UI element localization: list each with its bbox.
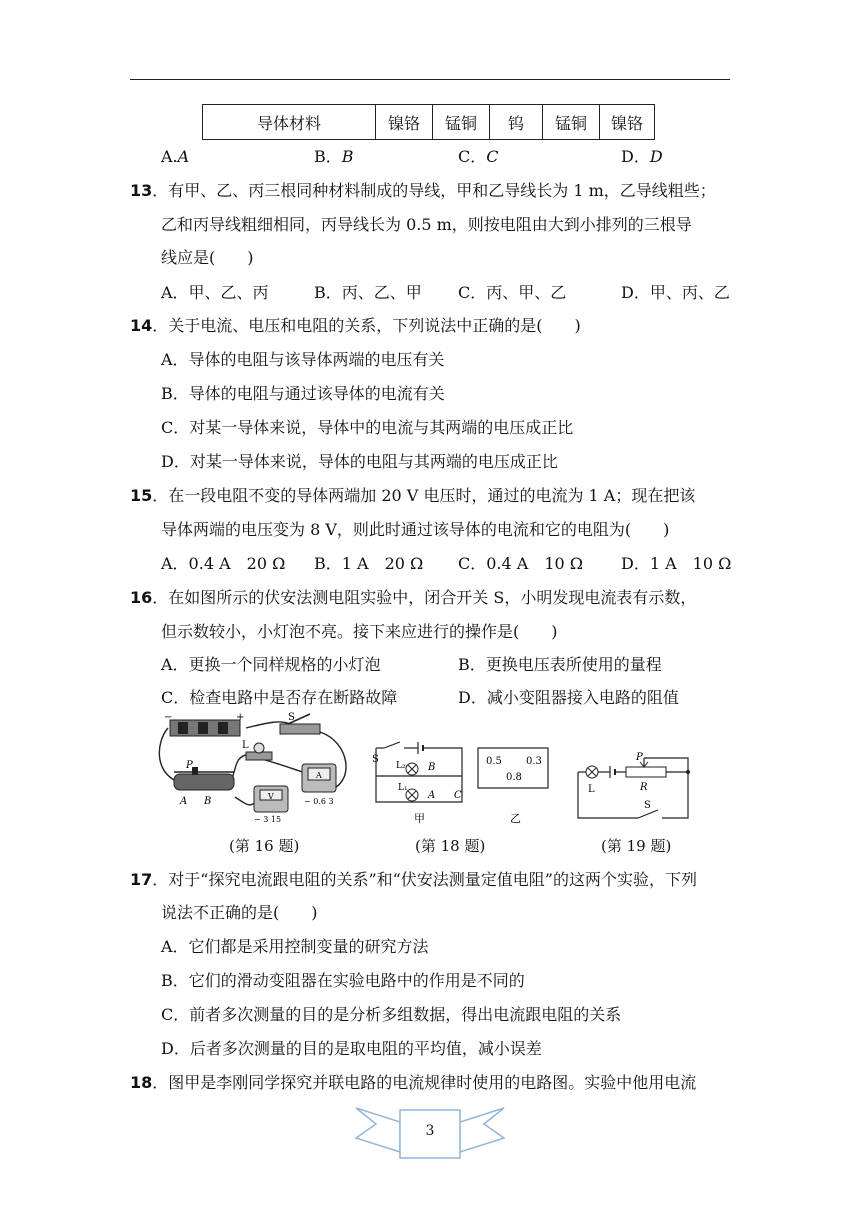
fig18-label: 乙 xyxy=(510,812,521,825)
figure-caption: (第 16 题) xyxy=(229,837,300,855)
fig16-label: B xyxy=(204,796,212,807)
q13-option-d: D．甲、丙、乙 xyxy=(621,283,730,302)
fig19-label: L xyxy=(588,784,595,795)
fig16-label: L xyxy=(242,740,249,751)
material-table xyxy=(202,104,655,140)
fig18-label: S xyxy=(372,754,379,765)
q15-option-c: C．0.4 A 10 Ω xyxy=(458,554,584,573)
fig16-label: V xyxy=(268,792,274,801)
q18-stem-line: 18．图甲是李刚同学探究并联电路的电流规律时使用的电路图。实验中他用电流 xyxy=(130,1073,697,1092)
question-number: 13 xyxy=(130,181,153,200)
fig16-label: + xyxy=(236,712,245,723)
q13-stem-line: 乙和丙导线粗细相同，丙导线长为 0.5 m，则按电阻由大到小排列的三根导 xyxy=(161,215,692,234)
fig19-label: R xyxy=(640,782,648,793)
table-cell: 锰铜 xyxy=(543,105,600,140)
q12-option-d: D．D xyxy=(621,147,663,166)
fig19-label: P xyxy=(636,752,643,763)
q17-option-b: B．它们的滑动变阻器在实验电路中的作用是不同的 xyxy=(161,971,525,990)
fig16-label: A xyxy=(180,796,188,807)
fig18-label: 0.8 xyxy=(506,772,522,783)
figure-16-apparatus xyxy=(150,712,360,824)
fig18-label: 0.3 xyxy=(526,756,542,767)
q13-option-a: A．甲、乙、丙 xyxy=(161,283,269,302)
fig18-label: B xyxy=(428,762,436,773)
fig19-label: S xyxy=(644,800,651,811)
question-number: 14 xyxy=(130,316,153,335)
fig16-label: P xyxy=(186,760,193,771)
fig18-label: L₂ xyxy=(396,761,406,771)
q16-stem-line: 但示数较小，小灯泡不亮。接下来应进行的操作是( ) xyxy=(161,622,558,641)
table-cell: 镍铬 xyxy=(600,105,655,140)
figure-caption: (第 19 题) xyxy=(601,837,672,855)
q17-stem-line: 说法不正确的是( ) xyxy=(161,903,318,922)
question-number: 15 xyxy=(130,486,153,505)
q12-option-c: C．C xyxy=(458,147,499,166)
page-number: 3 xyxy=(425,1123,435,1139)
fig18-label: L₁ xyxy=(398,783,408,793)
q14-stem: 14．关于电流、电压和电阻的关系，下列说法中正确的是( ) xyxy=(130,316,581,335)
q16-option-b: B．更换电压表所使用的量程 xyxy=(458,655,662,674)
q15-option-a: A．0.4 A 20 Ω xyxy=(161,554,286,573)
table-cell: 导体材料 xyxy=(203,105,376,140)
fig18-label: 0.5 xyxy=(486,756,502,767)
q17-option-a: A．它们都是采用控制变量的研究方法 xyxy=(161,937,429,956)
q13-option-c: C．丙、甲、乙 xyxy=(458,283,567,302)
q14-option-a: A．导体的电阻与该导体两端的电压有关 xyxy=(161,350,445,369)
q13-stem-line: 线应是( ) xyxy=(161,248,254,267)
q15-option-d: D．1 A 10 Ω xyxy=(621,554,732,573)
table-cell: 锰铜 xyxy=(433,105,490,140)
q12-option-b: B．B xyxy=(314,147,354,166)
fig18-label: A xyxy=(428,790,436,801)
fig16-label: − 3 15 xyxy=(254,815,282,824)
q14-option-c: C．对某一导体来说，导体中的电流与其两端的电压成正比 xyxy=(161,418,574,437)
header-rule xyxy=(130,79,730,80)
figure-caption: (第 18 题) xyxy=(415,837,486,855)
figure-19-circuit xyxy=(572,752,702,824)
fig16-label: S xyxy=(288,712,295,723)
question-number: 17 xyxy=(130,870,153,889)
fig16-label: A xyxy=(316,771,322,780)
q16-option-d: D．减小变阻器接入电路的阻值 xyxy=(458,688,679,707)
fig16-label: − 0.6 3 xyxy=(304,797,334,806)
fig18-label: C xyxy=(454,790,462,801)
q15-stem-line: 15．在一段电阻不变的导体两端加 20 V 电压时，通过的电流为 1 A；现在把该 xyxy=(130,486,696,505)
q16-stem-line: 16．在如图所示的伏安法测电阻实验中，闭合开关 S，小明发现电流表有示数， xyxy=(130,588,697,607)
q14-option-d: D．对某一导体来说，导体的电阻与其两端的电压成正比 xyxy=(161,452,558,471)
fig18-label: 甲 xyxy=(414,812,425,825)
table-cell: 钨 xyxy=(490,105,543,140)
q12-option-a: A.A xyxy=(161,147,190,166)
q15-option-b: B．1 A 20 Ω xyxy=(314,554,424,573)
figure-18-circuit xyxy=(370,738,470,826)
q13-option-b: B．丙、乙、甲 xyxy=(314,283,422,302)
q15-stem-line: 导体两端的电压变为 8 V，则此时通过该导体的电流和它的电阻为( ) xyxy=(161,520,670,539)
table-cell: 镍铬 xyxy=(376,105,433,140)
fig16-label: − xyxy=(164,712,173,723)
q17-stem-line: 17．对于“探究电流跟电阻的关系”和“伏安法测量定值电阻”的这两个实验，下列 xyxy=(130,870,697,889)
q16-option-a: A．更换一个同样规格的小灯泡 xyxy=(161,655,381,674)
q13-stem-line: 13．有甲、乙、丙三根同种材料制成的导线，甲和乙导线长为 1 m，乙导线粗些； xyxy=(130,181,716,200)
figure-18-reading-box xyxy=(474,746,554,826)
question-number: 18 xyxy=(130,1073,153,1092)
q17-option-c: C．前者多次测量的目的是分析多组数据，得出电流跟电阻的关系 xyxy=(161,1005,622,1024)
q17-option-d: D．后者多次测量的目的是取电阻的平均值，减小误差 xyxy=(161,1039,542,1058)
q16-option-c: C．检查电路中是否存在断路故障 xyxy=(161,688,398,707)
question-number: 16 xyxy=(130,588,153,607)
q14-option-b: B．导体的电阻与通过该导体的电流有关 xyxy=(161,384,445,403)
